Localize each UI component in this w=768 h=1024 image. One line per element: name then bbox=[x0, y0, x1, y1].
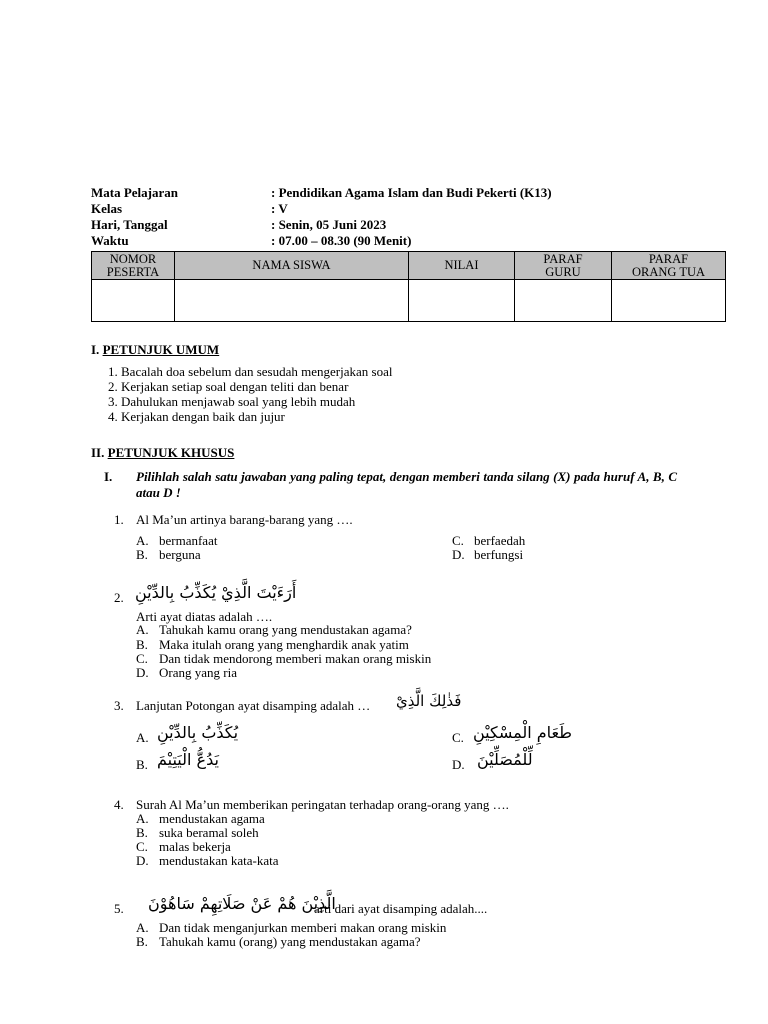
option-text: Tahukah kamu orang yang mendustakan agama? bbox=[159, 622, 412, 637]
option-text: berfaedah bbox=[474, 533, 526, 548]
option-d-arabic[interactable]: لِّلْمُصَلِّيْنَ bbox=[477, 750, 533, 769]
option-text: malas bekerja bbox=[159, 839, 231, 854]
section-number: II. bbox=[91, 445, 105, 460]
question-number: 2. bbox=[114, 590, 124, 605]
part-instruction: Pilihlah salah satu jawaban yang paling tepat, dengan memberi tanda silang (X) pada huruf A, B, C atau D ! bbox=[136, 469, 677, 500]
option-text: mendustakan agama bbox=[159, 811, 265, 826]
col-label: GURU bbox=[545, 264, 581, 279]
list-item: 3. Dahulukan menjawab soal yang lebih mudah bbox=[108, 394, 356, 409]
question-text: Surah Al Ma’un memberikan peringatan terhadap orang-orang yang …. bbox=[136, 797, 509, 812]
info-label: Kelas bbox=[91, 201, 123, 216]
arabic-fragment: فَذٰلِكَ الَّذِيْ bbox=[396, 692, 462, 710]
option-letter: B. bbox=[136, 757, 148, 772]
student-table bbox=[91, 251, 726, 322]
col-label: NOMOR bbox=[109, 251, 157, 266]
col-paraf-guru bbox=[515, 252, 612, 280]
option-letter: D. bbox=[452, 757, 465, 772]
info-value: : 07.00 – 08.30 (90 Menit) bbox=[271, 233, 412, 248]
option-letter: D. bbox=[136, 665, 149, 680]
col-nomor-peserta bbox=[92, 252, 175, 280]
info-value: : Senin, 05 Juni 2023 bbox=[271, 217, 387, 232]
section-title: PETUNJUK KHUSUS bbox=[107, 445, 235, 460]
col-nilai: NILAI bbox=[409, 252, 515, 280]
option-d[interactable] bbox=[452, 757, 465, 773]
question-text: arti dari ayat disamping adalah.... bbox=[314, 901, 488, 916]
cell-paraf-orang-tua[interactable] bbox=[612, 280, 726, 322]
info-label: Waktu bbox=[91, 233, 129, 248]
cell-nomor-peserta[interactable] bbox=[92, 280, 175, 322]
option-letter: B. bbox=[136, 825, 148, 840]
option-letter: A. bbox=[136, 811, 149, 826]
info-label: Hari, Tanggal bbox=[91, 217, 168, 232]
option-letter: C. bbox=[452, 533, 464, 548]
option-d[interactable] bbox=[452, 547, 524, 563]
section-specific-instructions-heading bbox=[91, 445, 234, 461]
col-label: PARAF bbox=[648, 251, 689, 266]
part-number: I. bbox=[104, 469, 113, 484]
option-b[interactable] bbox=[136, 547, 201, 563]
question-text: Al Ma’un artinya barang-barang yang …. bbox=[136, 512, 353, 527]
list-item: 2. Kerjakan setiap soal dengan teliti dan benar bbox=[108, 379, 349, 394]
cell-nilai[interactable] bbox=[409, 280, 515, 322]
arabic-verse: أَرَءَيْتَ الَّذِيْ يُكَذِّبُ بِالدِّيْنِ bbox=[135, 583, 297, 602]
table-entry-row bbox=[92, 280, 726, 322]
option-letter: A. bbox=[136, 920, 149, 935]
option-letter: A. bbox=[136, 533, 149, 548]
option-letter: D. bbox=[136, 853, 149, 868]
option-letter: B. bbox=[136, 934, 148, 949]
info-label: Mata Pelajaran bbox=[91, 185, 179, 200]
list-item: 4. Kerjakan dengan baik dan jujur bbox=[108, 409, 285, 424]
table-header-row bbox=[92, 252, 726, 280]
option-letter: C. bbox=[136, 839, 148, 854]
question-number: 3. bbox=[114, 698, 124, 713]
col-label: PARAF bbox=[543, 251, 583, 266]
option-text: Tahukah kamu (orang) yang mendustakan agama? bbox=[159, 934, 421, 949]
question-text: Arti ayat diatas adalah …. bbox=[136, 609, 273, 624]
section-number: I. bbox=[91, 342, 100, 357]
option-c[interactable] bbox=[452, 730, 464, 746]
option-a[interactable] bbox=[136, 622, 412, 638]
option-text: berfungsi bbox=[474, 547, 524, 562]
section-general-instructions-heading bbox=[91, 342, 219, 358]
option-letter: A. bbox=[136, 622, 149, 637]
option-letter: D. bbox=[452, 547, 465, 562]
cell-paraf-guru[interactable] bbox=[515, 280, 612, 322]
option-c-arabic[interactable]: طَعَامِ الْمِسْكِيْنِ bbox=[473, 723, 573, 742]
option-d[interactable] bbox=[136, 665, 237, 681]
question-number: 1. bbox=[114, 512, 124, 527]
question-number: 4. bbox=[114, 797, 124, 812]
list-item: 1. Bacalah doa sebelum dan sesudah mengerjakan soal bbox=[108, 364, 393, 379]
option-text: berguna bbox=[159, 547, 201, 562]
option-text: Dan tidak mendorong memberi makan orang miskin bbox=[159, 651, 432, 666]
option-text: mendustakan kata-kata bbox=[159, 853, 279, 868]
option-b[interactable] bbox=[136, 934, 421, 950]
col-label: ORANG TUA bbox=[631, 264, 706, 279]
info-value: : Pendidikan Agama Islam dan Budi Pekerti (K13) bbox=[271, 185, 552, 200]
question-text: Lanjutan Potongan ayat disamping adalah … bbox=[136, 698, 371, 713]
option-a-arabic[interactable]: يُكَذِّبُ بِالدِّيْنِ bbox=[157, 723, 239, 742]
arabic-verse: الَّذِيْنَ هُمْ عَنْ صَلَاتِهِمْ سَاهُوْنَ bbox=[148, 894, 336, 913]
option-text: Maka itulah orang yang menghardik anak yatim bbox=[159, 637, 409, 652]
option-text: Orang yang ria bbox=[159, 665, 237, 680]
col-label: PESERTA bbox=[106, 264, 160, 279]
option-letter: B. bbox=[136, 547, 148, 562]
option-text: Dan tidak menganjurkan memberi makan orang miskin bbox=[159, 920, 447, 935]
option-letter: B. bbox=[136, 637, 148, 652]
option-text: suka beramal soleh bbox=[159, 825, 259, 840]
option-letter: C. bbox=[452, 730, 464, 745]
question-number: 5. bbox=[114, 901, 124, 916]
option-d[interactable] bbox=[136, 853, 279, 869]
option-b-arabic[interactable]: يَدُعُّ الْيَتِيْمَ bbox=[157, 750, 219, 769]
info-value: : V bbox=[271, 201, 288, 216]
option-letter: A. bbox=[136, 730, 149, 745]
section-title: PETUNJUK UMUM bbox=[102, 342, 220, 357]
col-paraf-orang-tua bbox=[612, 252, 726, 280]
col-nama-siswa: NAMA SISWA bbox=[175, 252, 409, 280]
option-letter: C. bbox=[136, 651, 148, 666]
option-text: bermanfaat bbox=[159, 533, 218, 548]
option-a[interactable] bbox=[136, 730, 149, 746]
cell-nama-siswa[interactable] bbox=[175, 280, 409, 322]
option-b[interactable] bbox=[136, 757, 148, 773]
